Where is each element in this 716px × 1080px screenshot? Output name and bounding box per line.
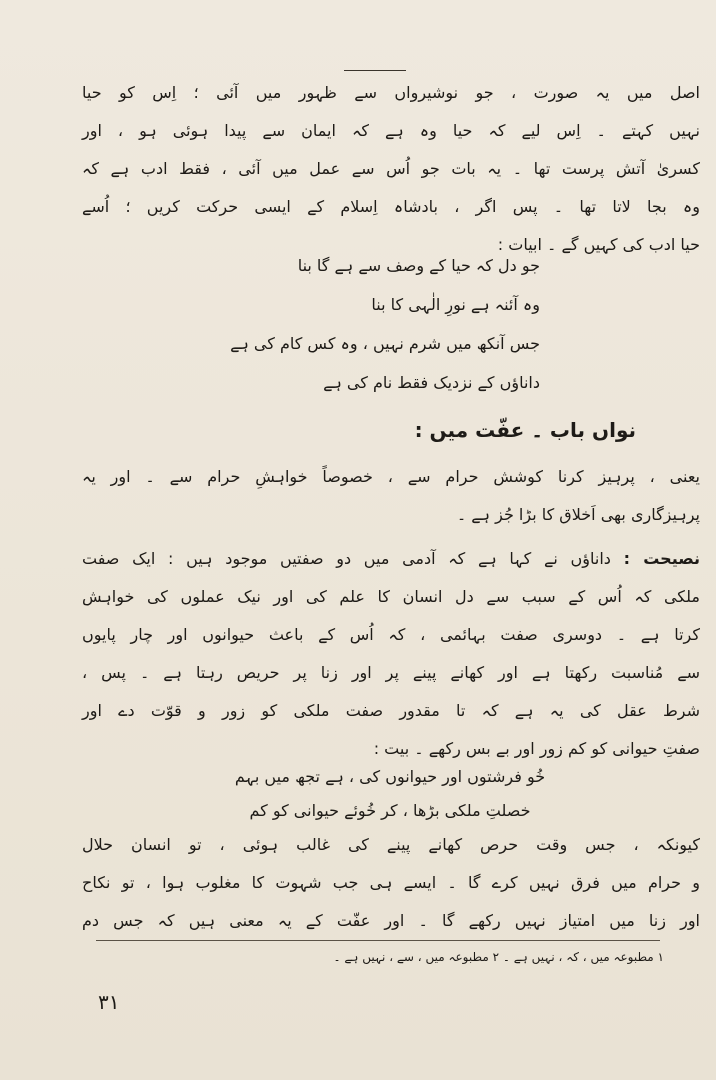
footnote: ۱ مطبوعہ میں ، کہ ، نہیں ہے ۔ ۲ مطبوعہ میں ، سے ، نہیں ہے ۔ — [333, 950, 664, 964]
paragraph-3-line — [82, 540, 700, 578]
paragraph-4-line: اور زنا میں امتیاز نہیں رکھے گا ۔ اور عفّت کے یہ معنی ہیں کہ جس دم — [82, 911, 700, 930]
advice-label: نصیحت : — [623, 549, 701, 568]
paragraph-1-line: نہیں کہتے ۔ اِس لیے کہ حیا وہ ہے کہ ایمان سے پیدا ہوئی ہو ، اور — [82, 121, 700, 140]
paragraph-2-line: پرہیزگاری بھی اَخلاق کا بڑا جُز ہے ۔ — [456, 505, 700, 524]
paragraph-3-text: داناؤں نے کہا ہے کہ آدمی میں دو صفتیں موجود ہیں : ایک صفت — [82, 549, 611, 568]
paragraph-1 — [82, 74, 700, 264]
paragraph-4 — [82, 826, 700, 940]
paragraph-3 — [82, 540, 700, 768]
paragraph-2-line: یعنی ، پرہیز کرنا کوشش حرام سے ، خصوصاً خواہشِ حرام سے ۔ اور یہ — [82, 467, 700, 486]
paragraph-3-line: صفتِ حیوانی کو کم زور اور بے بس رکھے ۔ بیت : — [373, 739, 700, 758]
couplet-line: خُو فرشتوں اور حیوانوں کی ، ہے تجھ میں بہم — [234, 767, 546, 786]
couplet-line: خصلتِ ملکی بڑھا ، کر خُوئے حیوانی کو کم — [249, 801, 531, 820]
paragraph-1-line: وہ بجا لاتا تھا ۔ پس اگر ، بادشاہ اِسلام کے ایسی حرکت کریں ؛ اُسے — [82, 197, 700, 216]
verse-line: جو دل کہ حیا کے وصف سے ہے گا بنا — [297, 256, 540, 275]
couplet — [180, 760, 600, 828]
paragraph-4-line: کیونکہ ، جس وقت حرص کھانے پینے کی غالب ہوئی ، تو انسان حلال — [82, 835, 700, 854]
paragraph-3-line: ملکی کہ اُس کے سبب سے دل انسان کا علم کی اور نیک عملوں کی خواہش — [82, 587, 700, 606]
verses — [180, 246, 540, 402]
paragraph-1-line: اصل میں یہ صورت ، جو نوشیرواں سے ظہور میں آئی ؛ اِس کو حیا — [82, 83, 700, 102]
verse-line: داناؤں کے نزدیک فقط نام کی ہے — [323, 373, 540, 392]
verse-line: وہ آئنہ ہے نورِ الٰہی کا بنا — [371, 295, 540, 314]
paragraph-3-line: سے مُناسبت رکھتا ہے اور کھانے پینے پر اور زنا پر حریص رہتا ہے ۔ پس ، — [82, 663, 700, 682]
paragraph-4-line: و حرام میں فرق نہیں کرے گا ۔ ایسے ہی جب شہوت کا مغلوب ہوا ، تو نکاح — [82, 873, 700, 892]
paragraph-3-line: شرط عقل کی یہ ہے کہ تا مقدور صفت ملکی کو زور و قوّت دے اور — [82, 701, 700, 720]
paragraph-2 — [82, 458, 700, 534]
chapter-heading: نواں باب ۔ عفّت میں : — [414, 418, 636, 442]
paragraph-3-line: کرتا ہے ۔ دوسری صفت بہائمی ، کہ اُس کے باعث حیوانوں اور چار پایوں — [82, 625, 700, 644]
paragraph-1-line: کسریٰ آتش پرست تھا ۔ یہ بات جو اُس سے عمل میں آئی ، فقط ادب ہے کہ — [82, 159, 700, 178]
verse-line: جس آنکھ میں شرم نہیں ، وہ کس کام کی ہے — [230, 334, 540, 353]
paragraph-1-line: حیا ادب کی کہیں گے ۔ ابیات : — [497, 235, 700, 254]
top-rule — [344, 70, 406, 71]
footnote-rule — [96, 940, 660, 941]
page-number: ۳۱ — [98, 990, 120, 1014]
